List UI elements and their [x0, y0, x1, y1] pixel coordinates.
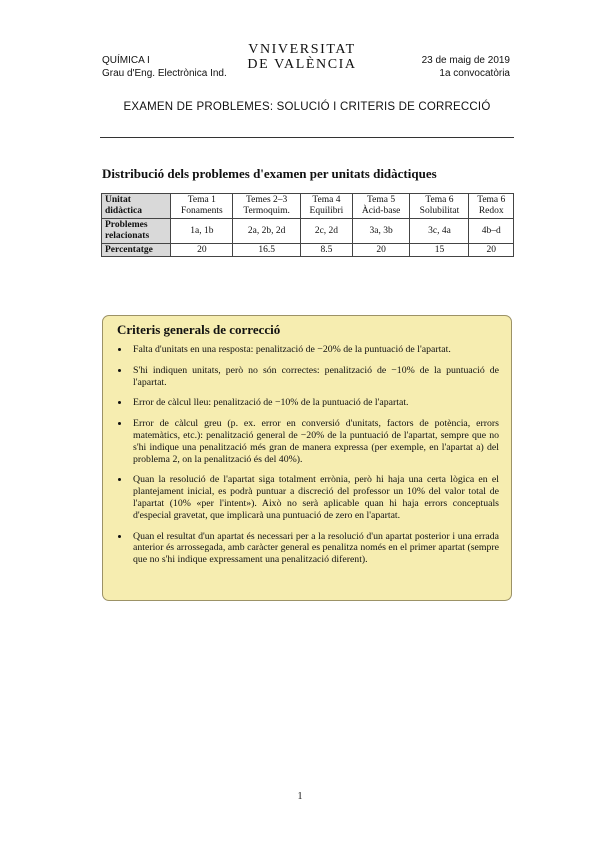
title-divider: [100, 137, 514, 138]
row-header-unit: Unitat didàctica: [102, 194, 171, 219]
row-header-percentage: Percentatge: [102, 244, 171, 257]
exam-date: 23 de maig de 2019: [421, 55, 510, 66]
table-cell-problems: 4b–d: [469, 219, 514, 244]
table-cell-percentage: 20: [352, 244, 410, 257]
criteria-list: [117, 344, 499, 566]
table-cell-problems: 1a, 1b: [171, 219, 233, 244]
table-cell-problems: 2c, 2d: [301, 219, 353, 244]
university-logo: [246, 42, 358, 72]
table-row-problems: [102, 219, 514, 244]
criteria-title: Criteris generals de correcció: [117, 322, 281, 337]
table-cell-unit: Tema 1 Fonaments: [171, 194, 233, 219]
table-cell-problems: 2a, 2b, 2d: [233, 219, 301, 244]
table-row-units: [102, 194, 514, 219]
list-item: • Error de càlcul lleu: penalització de −10% de la puntuació de l'apartat.: [130, 397, 499, 409]
row-header-problems: Problemes relacionats: [102, 219, 171, 244]
table-cell-unit: Tema 4 Equilibri: [301, 194, 353, 219]
table-cell-percentage: 16.5: [233, 244, 301, 257]
table-cell-percentage: 15: [410, 244, 469, 257]
header-exam-info: [422, 54, 510, 80]
table-cell-problems: 3a, 3b: [352, 219, 410, 244]
table-cell-percentage: 20: [469, 244, 514, 257]
logo-line-2: DE VALÈNCIA: [247, 57, 357, 72]
list-item: • Falta d'unitats en una resposta: penalització de −20% de la puntuació de l'apartat.: [130, 344, 499, 356]
table-cell-unit: Tema 6 Redox: [469, 194, 514, 219]
list-item: • Quan la resolució de l'apartat siga totalment errònia, però hi haja una certa lògica en el plantejament inicial, es podrà puntuar a discreció del professor un 10% del valor total de l'apartat (10% «per l'intent»). Això no serà aplicable quan hi haja errors conceptuals d'especial gravetat, que implicarà una puntuació de zero en l'apartat.: [130, 474, 499, 521]
units-distribution-table: [101, 193, 514, 257]
table-cell-percentage: 20: [171, 244, 233, 257]
table-cell-unit: Tema 5 Àcid-base: [352, 194, 410, 219]
correction-criteria-box: [102, 315, 512, 601]
table-row-percentage: [102, 244, 514, 257]
degree-name: Grau d'Eng. Electrònica Ind.: [102, 68, 227, 79]
table-cell-problems: 3c, 4a: [410, 219, 469, 244]
page-number: 1: [297, 791, 303, 802]
table-cell-percentage: 8.5: [301, 244, 353, 257]
exam-session: 1a convocatòria: [439, 68, 510, 79]
distribution-title: Distribució dels problemes d'examen per unitats didàctiques: [102, 166, 437, 181]
course-name: QUÍMICA I: [102, 55, 150, 66]
table-cell-unit: Tema 6 Solubilitat: [410, 194, 469, 219]
header-course-info: [102, 54, 227, 80]
logo-line-1: VNIVERSITAT: [248, 42, 356, 57]
list-item: • S'hi indiquen unitats, però no són correctes: penalització de −10% de la puntuació de l'apartat.: [130, 365, 499, 389]
list-item: • Error de càlcul greu (p. ex. error en conversió d'unitats, factors de potència, errors matemàtics, etc.): penalització general de −20% de la puntuació de l'apartat, sempre que no s'hi indique una penalització més gran de manera expressa (per exemple, en l'apartat a) del problema 2, on la penalització és del 40%).: [130, 418, 499, 465]
table-cell-unit: Temes 2–3 Termoquim.: [233, 194, 301, 219]
exam-title: EXAMEN DE PROBLEMES: SOLUCIÓ I CRITERIS DE CORRECCIÓ: [123, 101, 491, 113]
list-item: • Quan el resultat d'un apartat és necessari per a la resolució d'un apartat posterior i una errada anterior és arrossegada, amb caràcter general es penalitza només en el primer apartat (sempre que no s'hi indique expressament una penalització diferent).: [130, 531, 499, 566]
